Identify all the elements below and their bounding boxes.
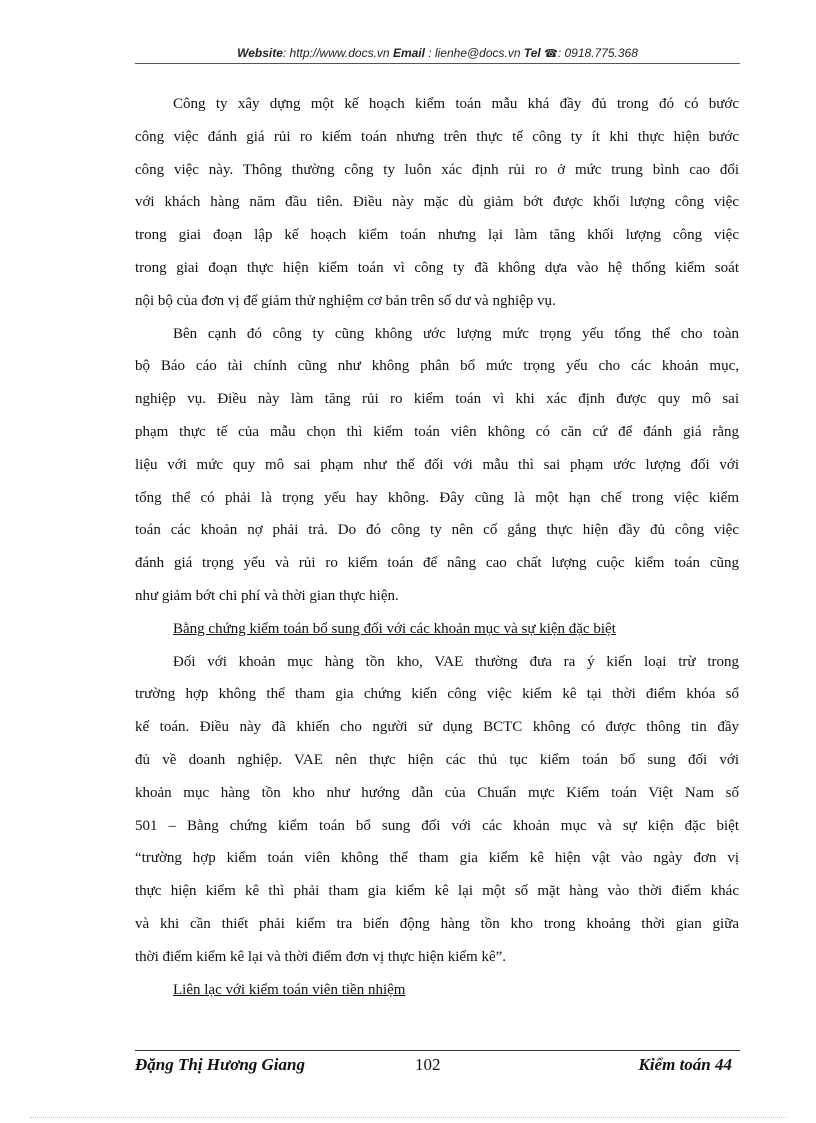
paragraph-line: thời điểm kiểm kê lại và thời điểm đơn vị thực hiện kiểm kê”.: [135, 948, 507, 965]
paragraph-line: nghiệp vụ. Điều này làm tăng rủi ro kiểm toán vì khi xác định được quy mô sai: [135, 391, 739, 408]
paragraph-line: phạm thực tế của mẫu chọn thì kiểm toán viên không có căn cứ để đánh giá rằng: [135, 423, 739, 440]
section-heading: [135, 613, 739, 646]
paragraph-line: thực hiện kiểm kê thì phải tham gia kiểm kê lại một số mặt hàng vào thời điểm khác: [135, 883, 739, 900]
paragraph-line: công việc đánh giá rủi ro kiểm toán nhưng trên thực tế công ty ít khi thực hiện bước: [135, 128, 739, 145]
paragraph-line: nội bộ của đơn vị để giảm thử nghiệm cơ bản trên số dư và nghiệp vụ.: [135, 292, 556, 309]
website-label: Website: [237, 46, 283, 60]
page-footer: [135, 1050, 740, 1080]
page-edge-divider: [30, 1117, 786, 1118]
email-value: : lienhe@docs.vn: [428, 46, 521, 60]
paragraph-line: Đối với khoản mục hàng tồn kho, VAE thường đưa ra ý kiến loại trừ trong: [173, 653, 739, 670]
paragraph-line: đánh giá trọng yếu và rủi ro kiểm toán để nâng cao chất lượng cuộc kiểm toán cũng: [135, 555, 739, 572]
paragraph-line: trường hợp không thể tham gia chứng kiến công việc kiểm kê tại thời điểm khóa sổ: [135, 686, 739, 703]
email-label: Email: [392, 46, 425, 60]
paragraph-line: tổng thể có phải là trọng yếu hay không. Đây cũng là một hạn chế trong việc kiểm: [135, 489, 739, 506]
paragraph-line: trong giai đoạn thực hiện kiểm toán vì công ty đã không dựa vào hệ thống kiểm soát: [135, 259, 739, 276]
section-heading: [135, 974, 739, 1007]
paragraph-line: kế toán. Điều này đã khiến cho người sử dụng BCTC không có được thông tin đầy: [135, 719, 739, 736]
footer-course: Kiểm toán 44: [638, 1055, 732, 1074]
paragraph-line: “trường hợp kiểm toán viên không thể tham gia kiểm kê hiện vật vào ngày đơn vị: [135, 850, 739, 867]
website-value: : http://www.docs.vn: [282, 46, 390, 60]
paragraph-line: đủ về doanh nghiệp. VAE nên thực hiện các thủ tục kiểm toán bổ sung đối với: [135, 751, 739, 768]
paragraph-line: liệu với mức quy mô sai phạm như thế đối với mẫu thì sai phạm ước lượng đối với: [135, 456, 739, 473]
paragraph-line: bộ Báo cáo tài chính cũng như không phân bổ mức trọng yếu cho các khoản mục,: [135, 358, 739, 375]
phone-icon: ☎: [544, 48, 558, 60]
paragraph-line: toán các khoản nợ phải trả. Do đó công ty nên cố gắng thực hiện đầy đủ công việc: [135, 522, 739, 539]
section-heading-text: Bằng chứng kiểm toán bổ sung đối với các khoản mục và sự kiện đặc biệt: [173, 620, 616, 637]
tel-value: : 0918.775.368: [557, 46, 638, 60]
paragraph-line: Công ty xây dựng một kế hoạch kiểm toán mẫu khá đầy đủ trong đó có bước: [173, 96, 739, 112]
paragraph-line: khoản mục hàng tồn kho như hướng dẫn của Chuẩn mực Kiểm toán Việt Nam số: [135, 784, 739, 801]
paragraph-line: 501 – Bằng chứng kiểm toán bổ sung đối với các khoản mục và sự kiện đặc biệt: [135, 817, 739, 834]
tel-label: Tel: [523, 46, 541, 60]
section-heading-text: Liên lạc với kiểm toán viên tiền nhiệm: [173, 981, 406, 998]
paragraph-line: với khách hàng năm đầu tiên. Điều này mặc dù giảm bớt được khối lượng công việc: [135, 194, 739, 211]
paragraph-line: trong giai đoạn lập kế hoạch kiểm toán nhưng lại làm tăng khối lượng công việc: [135, 227, 739, 244]
document-body: [135, 88, 739, 1006]
footer-author: Đặng Thị Hương Giang: [135, 1055, 305, 1074]
page-number: 102: [415, 1055, 441, 1074]
paragraph-line: Bên cạnh đó công ty cũng không ước lượng mức trọng yếu tổng thể cho toàn: [173, 325, 739, 342]
page-header: [135, 46, 740, 64]
paragraph-line: công việc này. Thông thường công ty luôn xác định rủi ro ở mức trung bình cao đối: [135, 161, 739, 178]
paragraph-line: như giảm bớt chi phí và thời gian thực hiện.: [135, 587, 399, 604]
paragraph-line: và khi cần thiết phải kiểm tra biến động hàng tồn kho trong khoảng thời gian giữa: [135, 915, 739, 932]
